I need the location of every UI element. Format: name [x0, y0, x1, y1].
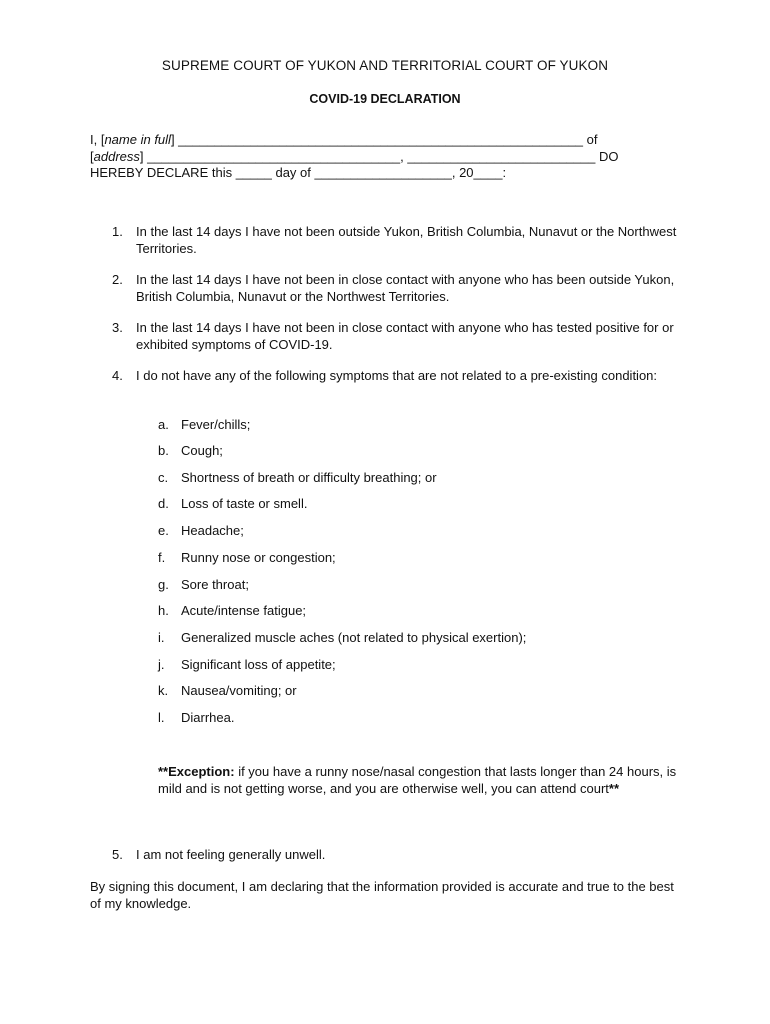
exception-label: **Exception:	[158, 764, 235, 779]
item-text: In the last 14 days I have not been outside Yukon, British Columbia, Nunavut or the Northwest Territories.	[136, 224, 677, 256]
intro-line-name: I, [name in full] ________________________________________________________ of	[90, 132, 598, 147]
document-page: SUPREME COURT OF YUKON AND TERRITORIAL COURT OF YUKON COVID-19 DECLARATION I, [name in full] ________________________________________________________ of [address] ___________________________________, __________________________ DO HEREBY DECLARE this _____ day of ___________________, 20____: 1. In the last 14 days I have not been outside Yukon, British Columbia, Nunavut or the Northwest Territories. 2. In the last 14 days I have not been in close contact with anyone who has been outside Yukon, British Columbia, Nunavut or the Northwest Territories. 3. In the last 14 days I have not been in close contact with anyone who has tested positive for or exhibited symptoms of COVID-19. 4. I do not have any of the following symptoms that are not related to a pre-existing condition: a. Fever/chills; b. Cough; c. Shortness of breath or difficulty breathing; or d. Loss of taste or smell. e. Headache; f. Runny nose or congestion; g. Sore throat; h. Acute/intense fatigue; i. Generalized muscle aches (not related to physical exertion); j. Significant loss of appetite; k. Nausea/vomiting; or l. Diarrhea. **Exception: if you have a runny nose/nasal congestion that lasts longer than 24 hours, is mild and is not getting worse, and you are otherwise well, you can attend court** 5. I am not feeling generally unwell. By signing this document, I am declaring that the information provided is accurate and true to the best of my knowledge.	[0, 0, 770, 1024]
document-title: COVID-19 DECLARATION	[309, 92, 461, 106]
item-number: 5.	[112, 847, 123, 862]
closing-statement: By signing this document, I am declaring that the information provided is accurate and true to the best of my knowledge.	[90, 879, 674, 911]
item-number: 3.	[112, 320, 123, 335]
intro-line-address: [address] ___________________________________, __________________________ DO	[90, 148, 619, 164]
exception-body: if you have a runny nose/nasal congestion that lasts longer than 24 hours, is mild and is not getting worse, and you are otherwise well, you can attend court	[158, 764, 677, 796]
item-number: 2.	[112, 272, 123, 287]
court-title: SUPREME COURT OF YUKON AND TERRITORIAL COURT OF YUKON	[161, 58, 609, 73]
address-hint: address	[93, 148, 140, 164]
name-hint: name in full	[104, 132, 171, 147]
item-text: In the last 14 days I have not been in close contact with anyone who has tested positive for or exhibited symptoms of COVID-19.	[136, 320, 674, 352]
intro-line-date: HEREBY DECLARE this _____ day of ___________________, 20____:	[90, 165, 507, 180]
item-text: I do not have any of the following symptoms that are not related to a pre-existing condition:	[136, 368, 658, 383]
item-text: I am not feeling generally unwell.	[136, 847, 326, 862]
item-number: 4.	[112, 368, 123, 383]
item-number: 1.	[112, 224, 123, 239]
exception-end: **	[608, 780, 620, 796]
exception-note	[158, 764, 678, 797]
declarant-intro	[90, 132, 690, 182]
item-text: In the last 14 days I have not been in close contact with anyone who has been outside Yukon, British Columbia, Nunavut or the Northwest Territories.	[136, 272, 675, 304]
